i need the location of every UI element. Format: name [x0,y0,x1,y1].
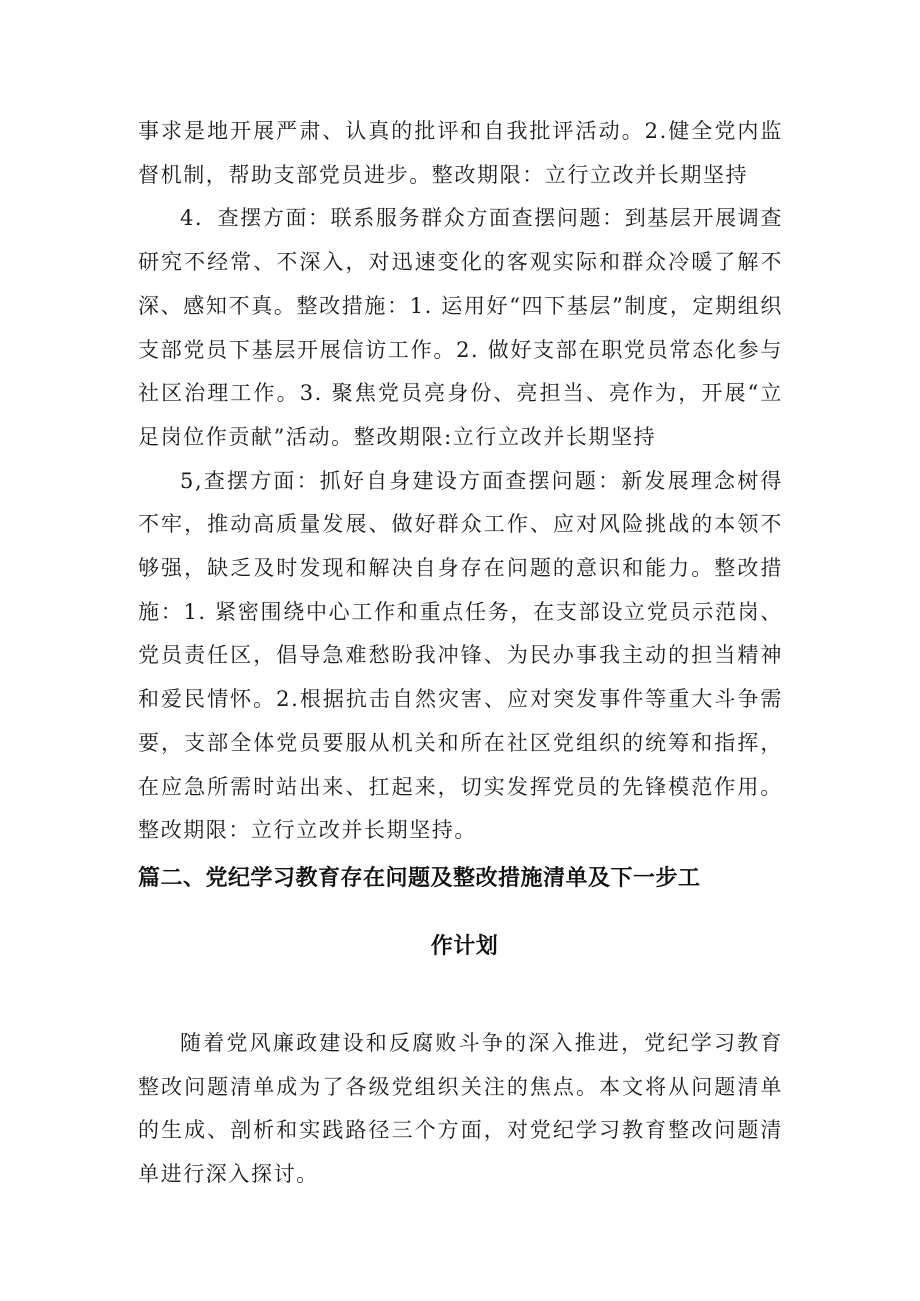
paragraph-item-4: 4．查摆方面：联系服务群众方面查摆问题：到基层开展调查研究不经常、不深入，对迅速变化的客观实际和群众冷暖了解不深、感知不真。整改措施：1. 运用好“四下基层”制度，定期组织支部党员下基层开展信访工作。2. 做好支部在职党员常态化参与社区治理工作。3. 聚焦党员亮身份、亮担当、亮作为，开展“立足岗位作贡献”活动。整改期限:立行立改并长期坚持 [138,206,783,449]
document-page [138,110,783,1197]
paragraph-item-3-end: 事求是地开展严肃、认真的批评和自我批评活动。2.健全党内监督机制，帮助支部党员进步。整改期限：立行立改并长期坚持 [138,119,783,187]
paragraph-item-5: 5,查摆方面：抓好自身建设方面查摆问题：新发展理念树得不牢，推动高质量发展、做好群众工作、应对风险挑战的本领不够强，缺乏及时发现和解决自身存在问题的意识和能力。整改措施：1. 紧密围绕中心工作和重点任务，在支部设立党员示范岗、党员责任区，倡导急难愁盼我冲锋、为民办事我主动的担当精神和爱民情怀。2.根据抗击自然灾害、应对突发事件等重大斗争需要，支部全体党员要服从机关和所在社区党组织的统筹和指挥，在应急所需时站出来、扛起来，切实发挥党员的先锋模范作用。整改期限：立行立改并长期坚持。 [138,468,783,843]
intro-paragraph: 随着党风廉政建设和反腐败斗争的深入推进，党纪学习教育整改问题清单成为了各级党组织关注的焦点。本文将从问题清单的生成、剖析和实践路径三个方面，对党纪学习教育整改问题清单进行深入探讨。 [138,1030,783,1187]
section-title-line-1: 篇二、党纪学习教育存在问题及整改措施清单及下一步工 [138,865,701,891]
section-title-line-2: 作计划 [430,933,499,959]
